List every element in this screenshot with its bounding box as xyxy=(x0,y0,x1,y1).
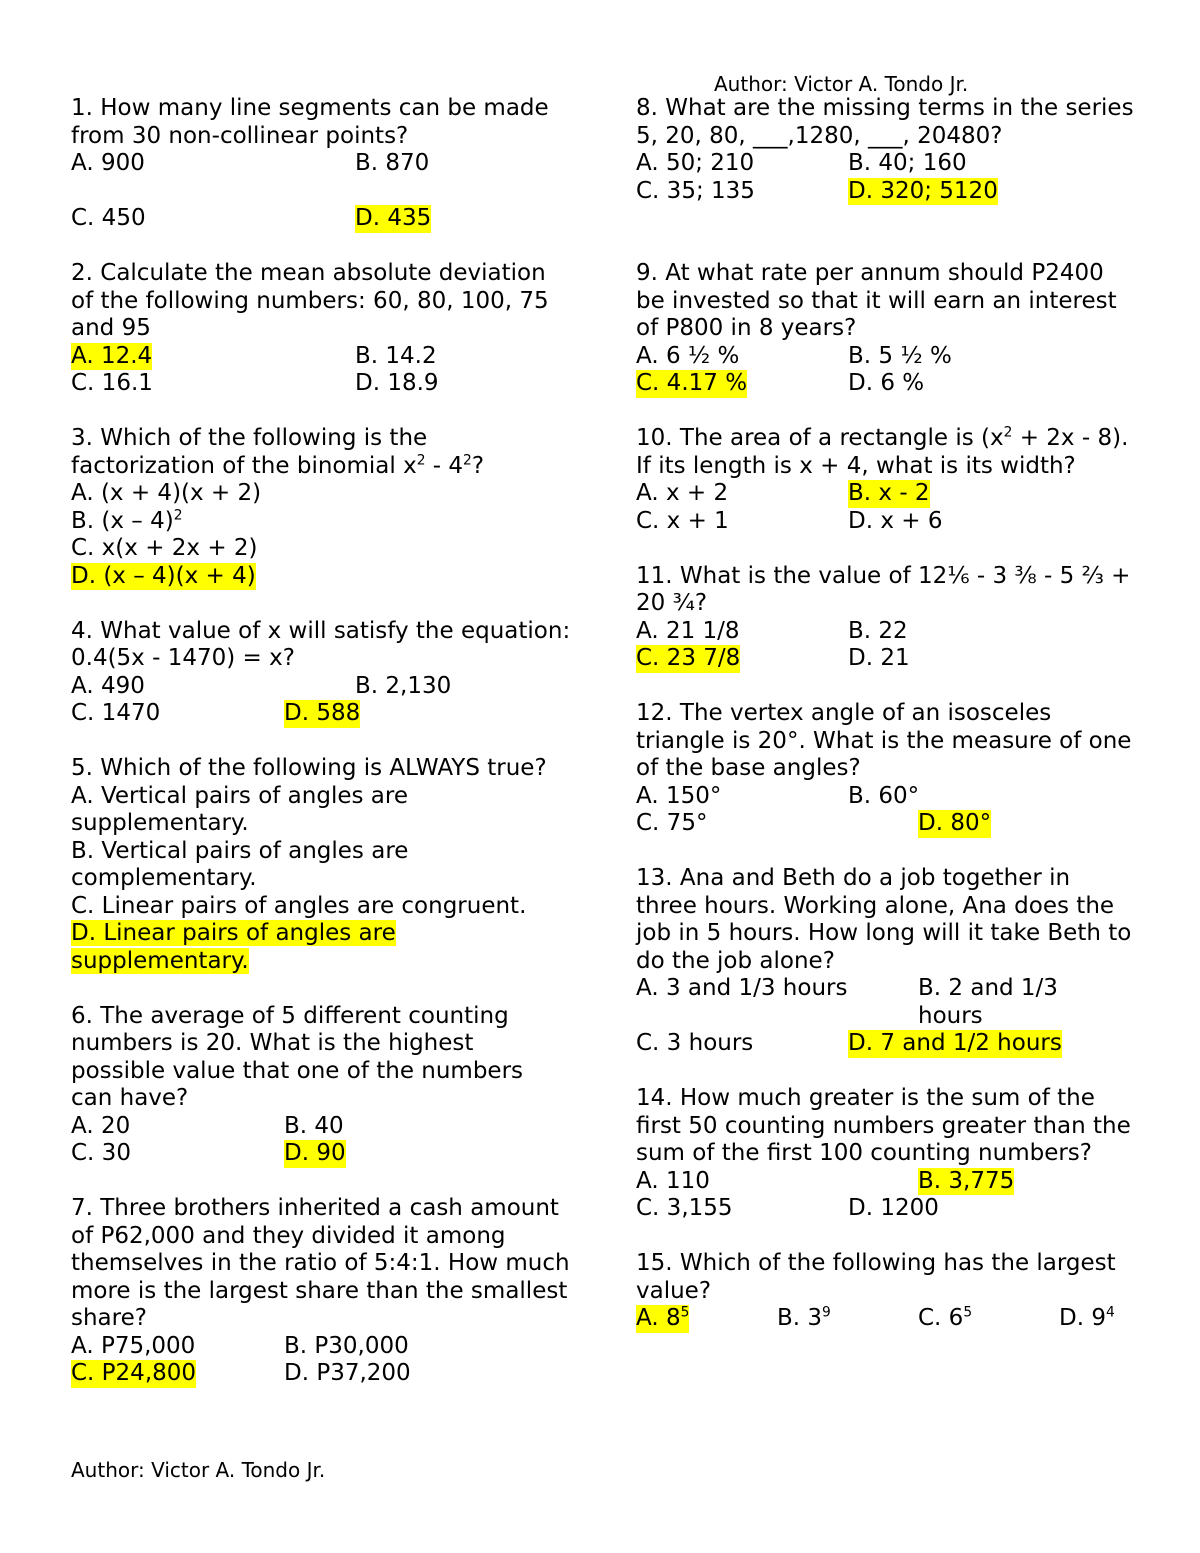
option-a: A. 20 xyxy=(71,1112,131,1139)
question-12 xyxy=(636,700,1136,838)
question-10 xyxy=(636,425,1136,535)
option-c-answer: C. 4.17 % xyxy=(636,370,748,396)
option-c: C. 3 hours xyxy=(636,1030,754,1056)
option-d: D. 1200 xyxy=(848,1195,939,1221)
option-b: B. 60° xyxy=(848,782,920,809)
option-d-answer: D. 435 xyxy=(355,205,432,231)
option-d: D. 18.9 xyxy=(355,370,439,396)
question-stem: 11. What is the value of 12⅙ - 3 ⅜ - 5 ⅔ + 20 ¾? xyxy=(636,562,1131,616)
option-c-answer: C. P24,800 xyxy=(71,1360,197,1386)
option-a: A. 6 ½ % xyxy=(636,342,740,369)
question-8 xyxy=(636,95,1136,233)
option-a: A. 900 xyxy=(71,150,145,176)
question-stem: 2. Calculate the mean absolute deviation of the following numbers: 60, 80, 100, 75 and 95 xyxy=(71,260,549,341)
series-line: 5, 20, 80, ___,1280, ___, 20480? xyxy=(636,122,1003,149)
question-14 xyxy=(636,1085,1136,1223)
question-15 xyxy=(636,1250,1136,1333)
option-b: B. 2,130 xyxy=(355,672,452,699)
option-d-answer: D. 7 and 1/2 hours xyxy=(848,1030,1062,1056)
question-stem: 3. Which of the following is the factorization of the binomial $x^2 - 4^2$? xyxy=(71,425,485,479)
option-c: C. x(x + 2x + 2) xyxy=(71,535,258,561)
option-b: B. 22 xyxy=(848,617,908,644)
question-stem: 14. How much greater is the sum of the first 50 counting numbers greater than the sum of the first 100 counting numbers? xyxy=(636,1085,1131,1166)
option-b: B. $3^9$ xyxy=(777,1304,831,1331)
option-d-answer: D. (x – 4)(x + 4) xyxy=(71,562,256,589)
question-13 xyxy=(636,865,1136,1058)
left-column xyxy=(71,95,571,1415)
option-a-answer: A. $8^5$ xyxy=(636,1304,690,1331)
option-a: A. Vertical pairs of angles are supplementary. xyxy=(71,782,408,836)
question-stem: 7. Three brothers inherited a cash amount of P62,000 and they divided it among themselves in the ratio of 5:4:1. How much more is the largest share than the smallest share? xyxy=(71,1195,570,1331)
option-d: D. 21 xyxy=(848,645,910,671)
right-column xyxy=(636,95,1136,1360)
question-stem: 5. Which of the following is ALWAYS true? xyxy=(71,755,547,781)
option-a: A. 150° xyxy=(636,782,722,809)
option-c: C. x + 1 xyxy=(636,507,729,534)
option-b: B. 14.2 xyxy=(355,342,437,369)
question-4 xyxy=(71,618,571,728)
option-b: B. 870 xyxy=(355,150,430,176)
option-c: C. 30 xyxy=(71,1140,131,1166)
option-c: C. Linear pairs of angles are congruent. xyxy=(71,892,527,919)
option-b-answer: B. x - 2 xyxy=(848,480,930,506)
question-stem: 10. The area of a rectangle is $(x^2 + 2x - 8)$. If its length is x + 4, what is its width? xyxy=(636,424,1129,479)
question-5 xyxy=(71,755,571,975)
question-7 xyxy=(71,1195,571,1388)
option-b: B. 40 xyxy=(284,1112,344,1139)
option-b: B. (x – 4)$^2$ xyxy=(71,506,183,534)
question-stem: 15. Which of the following has the largest value? xyxy=(636,1250,1116,1304)
header-author: Author: Victor A. Tondo Jr. xyxy=(714,72,969,96)
option-c: C. $6^5$ xyxy=(918,1304,973,1331)
option-c: C. 16.1 xyxy=(71,370,153,396)
question-6 xyxy=(71,1003,571,1168)
option-b: B. 5 ½ % xyxy=(848,342,952,369)
option-d-answer: D. 90 xyxy=(284,1140,346,1166)
option-c: C. 450 xyxy=(71,205,146,231)
option-a: A. x + 2 xyxy=(636,480,729,506)
option-b: B. 2 and 1/3 hours xyxy=(918,975,1058,1029)
option-d-answer: D. 80° xyxy=(918,810,992,836)
question-3 xyxy=(71,425,571,590)
option-c: C. 3,155 xyxy=(636,1195,733,1221)
option-c: C. 1470 xyxy=(71,700,161,726)
option-c: C. 35; 135 xyxy=(636,177,755,204)
option-a: A. (x + 4)(x + 2) xyxy=(71,480,262,506)
question-stem: 12. The vertex angle of an isosceles triangle is 20°. What is the measure of one of the base angles? xyxy=(636,700,1132,781)
option-d-answer: D. Linear pairs of angles are supplementary. xyxy=(71,920,396,974)
question-1 xyxy=(71,95,571,233)
option-a: A. 490 xyxy=(71,672,145,699)
option-d: D. $9^4$ xyxy=(1059,1304,1115,1331)
option-d-answer: D. 588 xyxy=(284,700,361,726)
question-stem: 4. What value of x will satisfy the equation: 0.4(5x - 1470) = x? xyxy=(71,617,571,671)
question-11 xyxy=(636,563,1136,673)
question-stem: 13. Ana and Beth do a job together in three hours. Working alone, Ana does the job in 5 hours. How long will it take Beth to do the job alone? xyxy=(636,865,1132,974)
question-stem: 8. What are the missing terms in the series xyxy=(636,95,1134,121)
option-c-answer: C. 23 7/8 xyxy=(636,645,741,671)
question-stem: 6. The average of 5 different counting numbers is 20. What is the highest possible value that one of the numbers can have? xyxy=(71,1002,524,1111)
option-a: A. P75,000 xyxy=(71,1332,196,1359)
option-b: B. P30,000 xyxy=(284,1332,409,1359)
question-2 xyxy=(71,260,571,398)
option-a: A. 50; 210 xyxy=(636,150,755,176)
option-a-answer: A. 12.4 xyxy=(71,342,153,369)
option-a: A. 3 and 1/3 hours xyxy=(636,975,848,1001)
footer-author: Author: Victor A. Tondo Jr. xyxy=(71,1458,326,1482)
option-d: D. x + 6 xyxy=(848,507,943,534)
question-stem: 1. How many line segments can be made from 30 non-collinear points? xyxy=(71,95,549,149)
option-d: D. P37,200 xyxy=(284,1360,411,1386)
question-stem: 9. At what rate per annum should P2400 be invested so that it will earn an interest of P800 in 8 years? xyxy=(636,260,1117,341)
option-b-answer: B. 3,775 xyxy=(918,1167,1015,1194)
option-b: B. 40; 160 xyxy=(848,150,967,176)
option-d-answer: D. 320; 5120 xyxy=(848,177,998,204)
option-b: B. Vertical pairs of angles are complementary. xyxy=(71,837,409,891)
option-d: D. 6 % xyxy=(848,370,925,396)
option-c: C. 75° xyxy=(636,810,708,836)
question-9 xyxy=(636,260,1136,398)
option-a: A. 21 1/8 xyxy=(636,617,740,644)
option-a: A. 110 xyxy=(636,1167,710,1194)
